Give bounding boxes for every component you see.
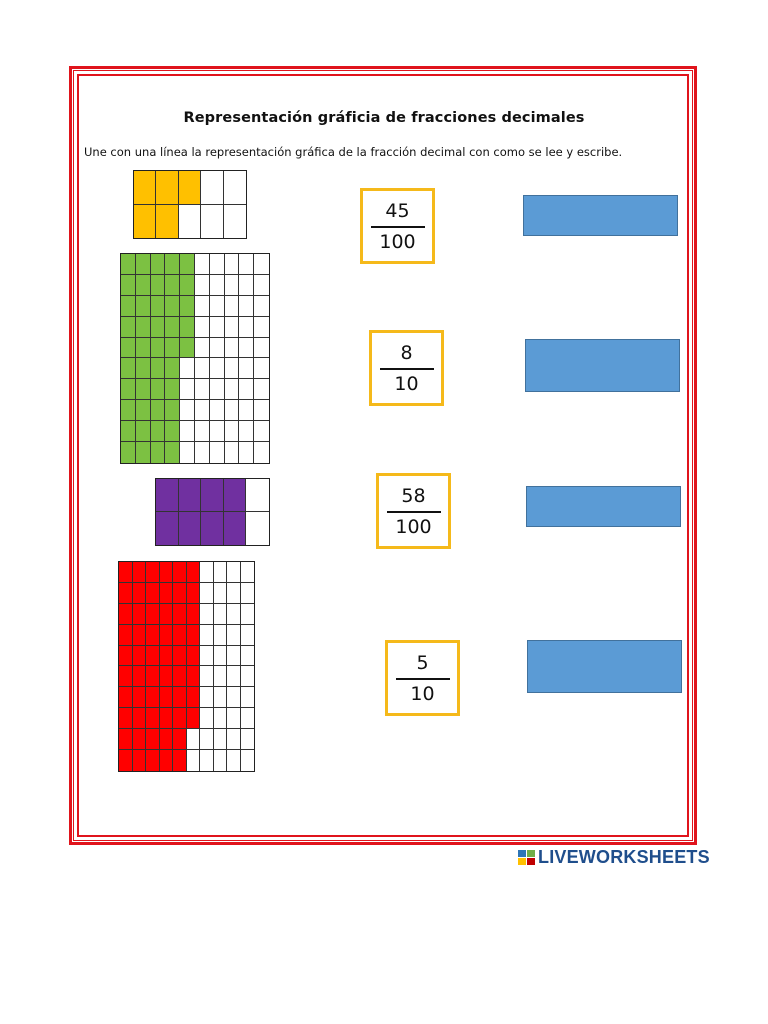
grid-cell-empty xyxy=(214,625,228,646)
grid-cell-shaded xyxy=(151,254,166,275)
fraction-numerator: 8 xyxy=(400,341,413,364)
grid-cell-shaded xyxy=(133,625,147,646)
grid-cell-shaded xyxy=(133,729,147,750)
grid-cell-shaded xyxy=(156,479,179,512)
grid-cell-shaded xyxy=(187,625,201,646)
grid-cell-shaded xyxy=(160,625,174,646)
grid-cell-empty xyxy=(239,296,254,317)
grid-cell-shaded xyxy=(165,317,180,338)
grid-cell-empty xyxy=(227,729,241,750)
grid-cell-shaded xyxy=(151,296,166,317)
answer-box-3[interactable] xyxy=(526,486,681,527)
grid-cell-empty xyxy=(227,583,241,604)
grid-cell-shaded xyxy=(121,379,136,400)
grid-cell-empty xyxy=(225,296,240,317)
grid-cell-empty xyxy=(210,317,225,338)
grid-cell-empty xyxy=(254,442,269,463)
grid-cell-shaded xyxy=(151,379,166,400)
grid-cell-shaded xyxy=(173,729,187,750)
grid-cell-empty xyxy=(254,296,269,317)
grid-cell-empty xyxy=(195,400,210,421)
grid-cell-empty xyxy=(200,708,214,729)
grid-cell-empty xyxy=(195,338,210,359)
grid-cell-shaded xyxy=(173,666,187,687)
grid-cell-shaded xyxy=(136,338,151,359)
grid-cell-shaded xyxy=(179,479,202,512)
grid-cell-shaded xyxy=(119,583,133,604)
grid-cell-shaded xyxy=(146,729,160,750)
grid-cell-shaded xyxy=(119,729,133,750)
grid-cell-empty xyxy=(254,317,269,338)
grid-cell-shaded xyxy=(180,254,195,275)
grid-cell-empty xyxy=(201,205,223,239)
grid-cell-shaded xyxy=(160,646,174,667)
grid-cell-shaded xyxy=(165,296,180,317)
grid-cell-shaded xyxy=(173,646,187,667)
grid-cell-shaded xyxy=(146,646,160,667)
grid-cell-empty xyxy=(225,317,240,338)
grid-tenths-yellow xyxy=(133,170,247,239)
grid-cell-shaded xyxy=(201,479,224,512)
grid-cell-shaded xyxy=(119,562,133,583)
grid-cell-shaded xyxy=(160,687,174,708)
grid-cell-shaded xyxy=(179,171,201,205)
grid-cell-empty xyxy=(239,400,254,421)
grid-cell-empty xyxy=(214,583,228,604)
grid-cell-empty xyxy=(180,400,195,421)
grid-tenths-purple xyxy=(155,478,270,546)
grid-cell-empty xyxy=(195,442,210,463)
grid-cell-empty xyxy=(254,379,269,400)
grid-cell-shaded xyxy=(133,646,147,667)
grid-cell-empty xyxy=(179,205,201,239)
worksheet-instruction: Une con una línea la representación gráfica de la fracción decimal con como se lee y escribe. xyxy=(84,145,623,159)
fraction-denominator: 10 xyxy=(394,372,419,395)
grid-cell-empty xyxy=(195,296,210,317)
grid-cell-empty xyxy=(225,275,240,296)
grid-cell-shaded xyxy=(165,254,180,275)
grid-cell-shaded xyxy=(187,562,201,583)
grid-cell-shaded xyxy=(165,442,180,463)
grid-cell-empty xyxy=(210,254,225,275)
answer-box-4[interactable] xyxy=(527,640,682,693)
fraction-card-8-10 xyxy=(369,330,444,406)
grid-cell-empty xyxy=(195,379,210,400)
grid-cell-shaded xyxy=(151,400,166,421)
grid-cell-empty xyxy=(180,421,195,442)
grid-cell-shaded xyxy=(160,583,174,604)
fraction-card-5-10 xyxy=(385,640,460,716)
grid-cell-empty xyxy=(239,358,254,379)
grid-cell-shaded xyxy=(133,666,147,687)
grid-cell-empty xyxy=(214,562,228,583)
grid-cell-shaded xyxy=(146,666,160,687)
grid-cell-empty xyxy=(210,296,225,317)
grid-cell-shaded xyxy=(180,317,195,338)
grid-cell-shaded xyxy=(121,275,136,296)
worksheet-title: Representación gráficia de fracciones decimales xyxy=(183,110,585,126)
grid-cell-empty xyxy=(241,729,255,750)
grid-cell-shaded xyxy=(146,604,160,625)
grid-cell-shaded xyxy=(146,750,160,771)
grid-cell-empty xyxy=(210,379,225,400)
grid-cell-empty xyxy=(195,358,210,379)
grid-cell-empty xyxy=(200,646,214,667)
grid-cell-shaded xyxy=(173,750,187,771)
grid-cell-empty xyxy=(254,275,269,296)
grid-cell-empty xyxy=(225,442,240,463)
grid-cell-shaded xyxy=(201,512,224,545)
grid-cell-shaded xyxy=(121,421,136,442)
grid-cell-shaded xyxy=(119,750,133,771)
grid-cell-shaded xyxy=(187,604,201,625)
grid-cell-empty xyxy=(200,583,214,604)
answer-box-1[interactable] xyxy=(523,195,678,236)
grid-cell-empty xyxy=(214,729,228,750)
grid-cell-empty xyxy=(200,604,214,625)
grid-cell-empty xyxy=(210,400,225,421)
grid-cell-shaded xyxy=(121,358,136,379)
grid-cell-shaded xyxy=(160,708,174,729)
grid-cell-shaded xyxy=(136,421,151,442)
grid-cell-shaded xyxy=(179,512,202,545)
grid-cell-shaded xyxy=(187,666,201,687)
grid-cell-empty xyxy=(201,171,223,205)
grid-cell-shaded xyxy=(121,254,136,275)
grid-cell-empty xyxy=(214,750,228,771)
grid-cell-shaded xyxy=(151,442,166,463)
grid-cell-empty xyxy=(210,421,225,442)
grid-cell-shaded xyxy=(136,296,151,317)
grid-cell-shaded xyxy=(160,666,174,687)
grid-cell-empty xyxy=(214,708,228,729)
grid-cell-shaded xyxy=(165,358,180,379)
grid-hundredths-green xyxy=(120,253,270,464)
grid-cell-empty xyxy=(246,479,269,512)
grid-cell-shaded xyxy=(146,708,160,729)
grid-cell-empty xyxy=(239,338,254,359)
fraction-denominator: 100 xyxy=(379,230,416,253)
grid-cell-shaded xyxy=(146,583,160,604)
grid-cell-empty xyxy=(180,379,195,400)
grid-cell-empty xyxy=(225,338,240,359)
grid-cell-shaded xyxy=(119,708,133,729)
grid-cell-shaded xyxy=(173,708,187,729)
grid-cell-shaded xyxy=(187,646,201,667)
grid-cell-empty xyxy=(195,317,210,338)
grid-cell-shaded xyxy=(173,604,187,625)
grid-cell-shaded xyxy=(160,562,174,583)
grid-cell-shaded xyxy=(121,442,136,463)
grid-cell-empty xyxy=(241,604,255,625)
grid-cell-shaded xyxy=(133,687,147,708)
grid-cell-shaded xyxy=(151,358,166,379)
grid-cell-empty xyxy=(227,646,241,667)
grid-cell-shaded xyxy=(180,296,195,317)
grid-cell-empty xyxy=(241,646,255,667)
grid-cell-shaded xyxy=(224,479,247,512)
grid-cell-empty xyxy=(227,562,241,583)
grid-cell-empty xyxy=(200,750,214,771)
grid-cell-empty xyxy=(227,625,241,646)
grid-cell-empty xyxy=(241,562,255,583)
grid-cell-empty xyxy=(210,338,225,359)
grid-cell-shaded xyxy=(187,708,201,729)
fraction-numerator: 45 xyxy=(385,199,410,222)
grid-cell-shaded xyxy=(224,512,247,545)
fraction-bar xyxy=(380,368,434,370)
grid-hundredths-red xyxy=(118,561,255,772)
grid-cell-shaded xyxy=(173,583,187,604)
grid-cell-shaded xyxy=(180,338,195,359)
grid-cell-empty xyxy=(239,275,254,296)
grid-cell-empty xyxy=(254,358,269,379)
grid-cell-empty xyxy=(195,254,210,275)
grid-cell-empty xyxy=(227,604,241,625)
grid-cell-shaded xyxy=(173,625,187,646)
grid-cell-empty xyxy=(239,317,254,338)
grid-cell-empty xyxy=(200,625,214,646)
grid-cell-empty xyxy=(239,254,254,275)
grid-cell-shaded xyxy=(151,275,166,296)
grid-cell-empty xyxy=(241,687,255,708)
grid-cell-shaded xyxy=(180,275,195,296)
fraction-numerator: 5 xyxy=(416,651,429,674)
grid-cell-shaded xyxy=(165,400,180,421)
grid-cell-shaded xyxy=(156,171,178,205)
grid-cell-shaded xyxy=(173,687,187,708)
fraction-denominator: 10 xyxy=(410,682,435,705)
grid-cell-empty xyxy=(210,275,225,296)
grid-cell-empty xyxy=(210,358,225,379)
grid-cell-empty xyxy=(225,400,240,421)
grid-cell-empty xyxy=(225,358,240,379)
grid-cell-empty xyxy=(254,338,269,359)
grid-cell-shaded xyxy=(151,338,166,359)
grid-cell-empty xyxy=(254,254,269,275)
liveworksheets-brand-text: LIVEWORKSHEETS xyxy=(538,846,710,867)
grid-cell-empty xyxy=(214,687,228,708)
grid-cell-empty xyxy=(227,708,241,729)
grid-cell-shaded xyxy=(146,562,160,583)
grid-cell-shaded xyxy=(121,338,136,359)
grid-cell-shaded xyxy=(133,583,147,604)
grid-cell-empty xyxy=(227,750,241,771)
liveworksheets-logo xyxy=(518,846,710,868)
grid-cell-shaded xyxy=(165,338,180,359)
fraction-denominator: 100 xyxy=(395,515,432,538)
answer-box-2[interactable] xyxy=(525,339,680,392)
grid-cell-shaded xyxy=(133,604,147,625)
grid-cell-shaded xyxy=(119,604,133,625)
grid-cell-empty xyxy=(214,604,228,625)
grid-cell-shaded xyxy=(136,442,151,463)
grid-cell-shaded xyxy=(151,421,166,442)
liveworksheets-logo-icon xyxy=(518,850,535,865)
grid-cell-shaded xyxy=(146,625,160,646)
grid-cell-empty xyxy=(200,562,214,583)
grid-cell-shaded xyxy=(119,646,133,667)
grid-cell-empty xyxy=(239,442,254,463)
grid-cell-empty xyxy=(225,421,240,442)
grid-cell-empty xyxy=(225,379,240,400)
fraction-card-58-100 xyxy=(376,473,451,549)
grid-cell-empty xyxy=(187,729,201,750)
fraction-bar xyxy=(387,511,441,513)
fraction-numerator: 58 xyxy=(401,484,426,507)
grid-cell-empty xyxy=(225,254,240,275)
grid-cell-shaded xyxy=(165,421,180,442)
grid-cell-shaded xyxy=(160,604,174,625)
grid-cell-empty xyxy=(227,687,241,708)
grid-cell-shaded xyxy=(151,317,166,338)
grid-cell-shaded xyxy=(136,358,151,379)
grid-cell-empty xyxy=(200,687,214,708)
grid-cell-shaded xyxy=(121,296,136,317)
grid-cell-shaded xyxy=(160,750,174,771)
fraction-card-45-100 xyxy=(360,188,435,264)
grid-cell-shaded xyxy=(156,205,178,239)
grid-cell-empty xyxy=(214,666,228,687)
grid-cell-shaded xyxy=(119,687,133,708)
grid-cell-empty xyxy=(239,421,254,442)
grid-cell-empty xyxy=(200,666,214,687)
grid-cell-shaded xyxy=(121,317,136,338)
grid-cell-empty xyxy=(214,646,228,667)
grid-cell-shaded xyxy=(156,512,179,545)
grid-cell-shaded xyxy=(146,687,160,708)
grid-cell-empty xyxy=(180,358,195,379)
grid-cell-shaded xyxy=(133,562,147,583)
fraction-bar xyxy=(396,678,450,680)
grid-cell-shaded xyxy=(136,400,151,421)
grid-cell-empty xyxy=(241,666,255,687)
grid-cell-empty xyxy=(195,421,210,442)
grid-cell-shaded xyxy=(136,317,151,338)
grid-cell-shaded xyxy=(119,666,133,687)
grid-cell-empty xyxy=(200,729,214,750)
grid-cell-shaded xyxy=(133,750,147,771)
grid-cell-shaded xyxy=(136,379,151,400)
grid-cell-empty xyxy=(195,275,210,296)
grid-cell-shaded xyxy=(165,275,180,296)
grid-cell-empty xyxy=(180,442,195,463)
grid-cell-shaded xyxy=(187,687,201,708)
grid-cell-shaded xyxy=(136,254,151,275)
grid-cell-shaded xyxy=(134,205,156,239)
grid-cell-shaded xyxy=(165,379,180,400)
grid-cell-empty xyxy=(241,625,255,646)
grid-cell-shaded xyxy=(187,583,201,604)
grid-cell-shaded xyxy=(119,625,133,646)
grid-cell-shaded xyxy=(173,562,187,583)
grid-cell-empty xyxy=(254,421,269,442)
grid-cell-shaded xyxy=(134,171,156,205)
grid-cell-empty xyxy=(224,205,246,239)
grid-cell-shaded xyxy=(160,729,174,750)
grid-cell-empty xyxy=(210,442,225,463)
grid-cell-empty xyxy=(241,750,255,771)
grid-cell-shaded xyxy=(121,400,136,421)
grid-cell-empty xyxy=(239,379,254,400)
grid-cell-empty xyxy=(241,583,255,604)
grid-cell-empty xyxy=(241,708,255,729)
grid-cell-shaded xyxy=(133,708,147,729)
fraction-bar xyxy=(371,226,425,228)
grid-cell-empty xyxy=(246,512,269,545)
grid-cell-empty xyxy=(187,750,201,771)
grid-cell-empty xyxy=(224,171,246,205)
grid-cell-empty xyxy=(227,666,241,687)
grid-cell-shaded xyxy=(136,275,151,296)
grid-cell-empty xyxy=(254,400,269,421)
